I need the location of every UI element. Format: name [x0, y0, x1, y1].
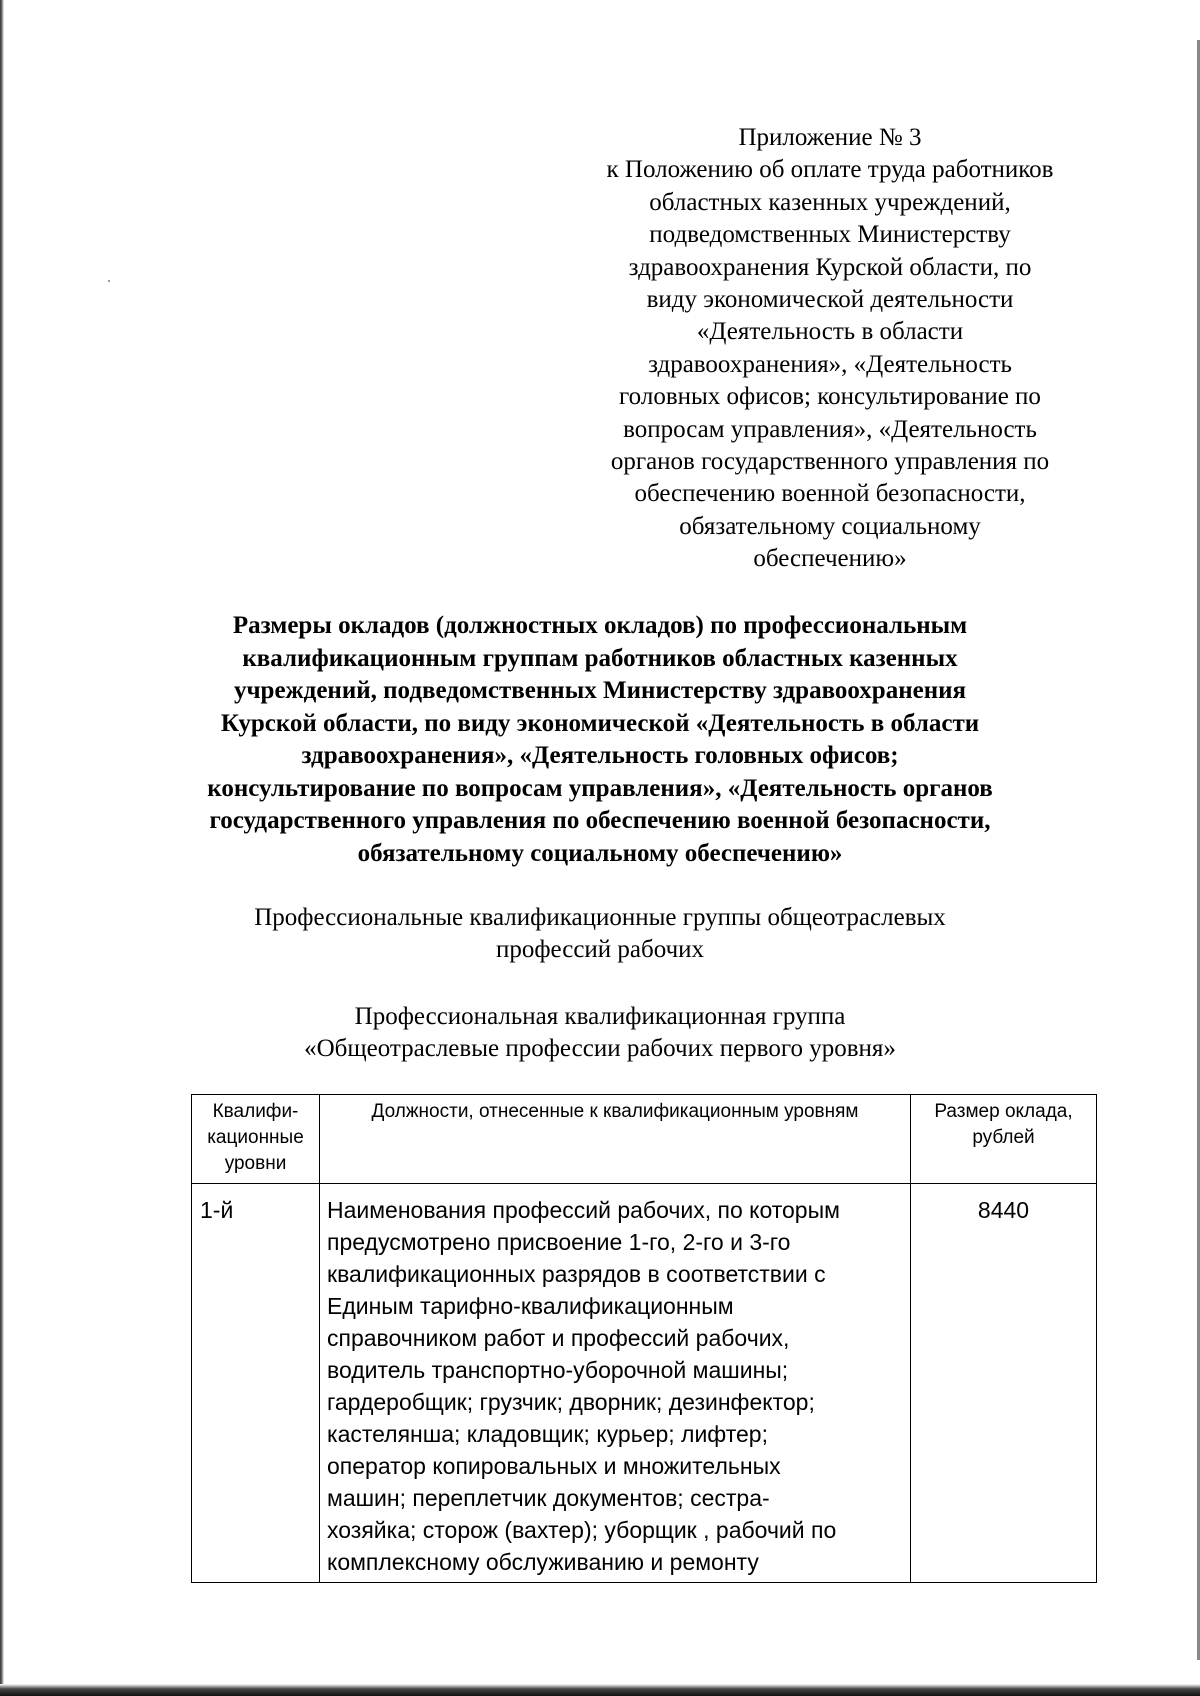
position-line: комплексному обслуживанию и ремонту	[327, 1549, 759, 1575]
subtitle-line: профессий рабочих	[495, 936, 705, 963]
cell-salary: 8440	[911, 1184, 1097, 1583]
position-line: Единым тарифно-квалификационным	[327, 1293, 734, 1319]
header-line: Размер оклада,	[934, 1101, 1073, 1122]
document-title	[150, 610, 1050, 870]
header-qualification-level	[192, 1095, 320, 1184]
header-line: кационные	[207, 1127, 304, 1148]
appendix-line: «Деятельность в области	[696, 318, 964, 346]
appendix-line: обеспечению военной безопасности,	[634, 480, 1026, 508]
position-line: кастелянша; кладовщик; курьер; лифтер;	[327, 1421, 768, 1447]
table-row	[192, 1184, 1097, 1583]
appendix-line: здравоохранения Курской области, по	[628, 253, 1032, 281]
header-positions	[320, 1095, 911, 1184]
header-line: рублей	[972, 1127, 1035, 1148]
appendix-line: подведомственных Министерству	[649, 221, 1011, 249]
header-salary	[911, 1095, 1097, 1184]
cell-positions	[320, 1184, 911, 1583]
salary-table	[191, 1094, 1097, 1583]
scan-edge-bottom	[0, 1684, 1200, 1696]
title-line: обязательному социальному обеспечению»	[357, 839, 843, 867]
header-line: Должности, отнесенные к квалификационным уровням	[371, 1101, 859, 1122]
title-line: здравоохранения», «Деятельность головных офисов;	[301, 742, 899, 769]
position-line: водитель транспортно-уборочной машины;	[327, 1357, 789, 1383]
position-line: машин; переплетчик документов; сестра-	[327, 1485, 770, 1511]
group-title-line: Профессиональная квалификационная группа	[354, 1003, 846, 1030]
title-line: Курской области, по виду экономической «Деятельность в области	[220, 709, 980, 737]
appendix-line: обязательному социальному	[679, 512, 981, 540]
position-line: хозяйка; сторож (вахтер); уборщик , рабочий по	[327, 1517, 837, 1543]
appendix-line: Приложение № 3	[738, 124, 922, 151]
appendix-line: вопросам управления», «Деятельность	[623, 415, 1037, 443]
title-line: государственного управления по обеспечению военной безопасности,	[209, 807, 991, 834]
table-header-row	[192, 1095, 1097, 1184]
appendix-line: здравоохранения», «Деятельность	[648, 350, 1012, 378]
appendix-line: головных офисов; консультирование по	[619, 383, 1041, 411]
position-line: предусмотрено присвоение 1-го, 2-го и 3-го	[327, 1229, 791, 1255]
scan-speck	[108, 280, 110, 282]
appendix-line: обеспечению»	[753, 545, 907, 573]
header-line: Квалифи-	[212, 1101, 299, 1122]
appendix-line: виду экономической деятельности	[646, 286, 1014, 314]
appendix-line: к Положению об оплате труда работников	[606, 156, 1054, 184]
group-title	[150, 1001, 1050, 1065]
title-line: консультирование по вопросам управления», «Деятельность органов	[207, 774, 993, 802]
title-line: учреждений, подведомственных Министерству здравоохранения	[233, 677, 967, 704]
title-line: квалификационным группам работников областных казенных	[242, 644, 958, 672]
subtitle-line: Профессиональные квалификационные группы общеотраслевых	[254, 904, 946, 931]
appendix-header	[560, 122, 1100, 576]
scan-edge-left	[0, 0, 4, 1696]
section-subtitle	[150, 902, 1050, 966]
position-line: оператор копировальных и множительных	[327, 1453, 781, 1479]
position-line: гардеробщик; грузчик; дворник; дезинфектор;	[327, 1389, 815, 1415]
position-line: Наименования профессий рабочих, по которым	[327, 1197, 840, 1223]
title-line: Размеры окладов (должностных окладов) по профессиональным	[232, 612, 968, 639]
header-line: уровни	[224, 1153, 287, 1174]
cell-level: 1-й	[192, 1184, 320, 1583]
position-line: справочником работ и профессий рабочих,	[327, 1325, 790, 1351]
group-title-line: «Общеотраслевые профессии рабочих первого уровня»	[304, 1035, 896, 1062]
appendix-line: органов государственного управления по	[610, 448, 1050, 476]
position-line: квалификационных разрядов в соответствии с	[327, 1261, 826, 1287]
appendix-line: областных казенных учреждений,	[649, 188, 1011, 216]
